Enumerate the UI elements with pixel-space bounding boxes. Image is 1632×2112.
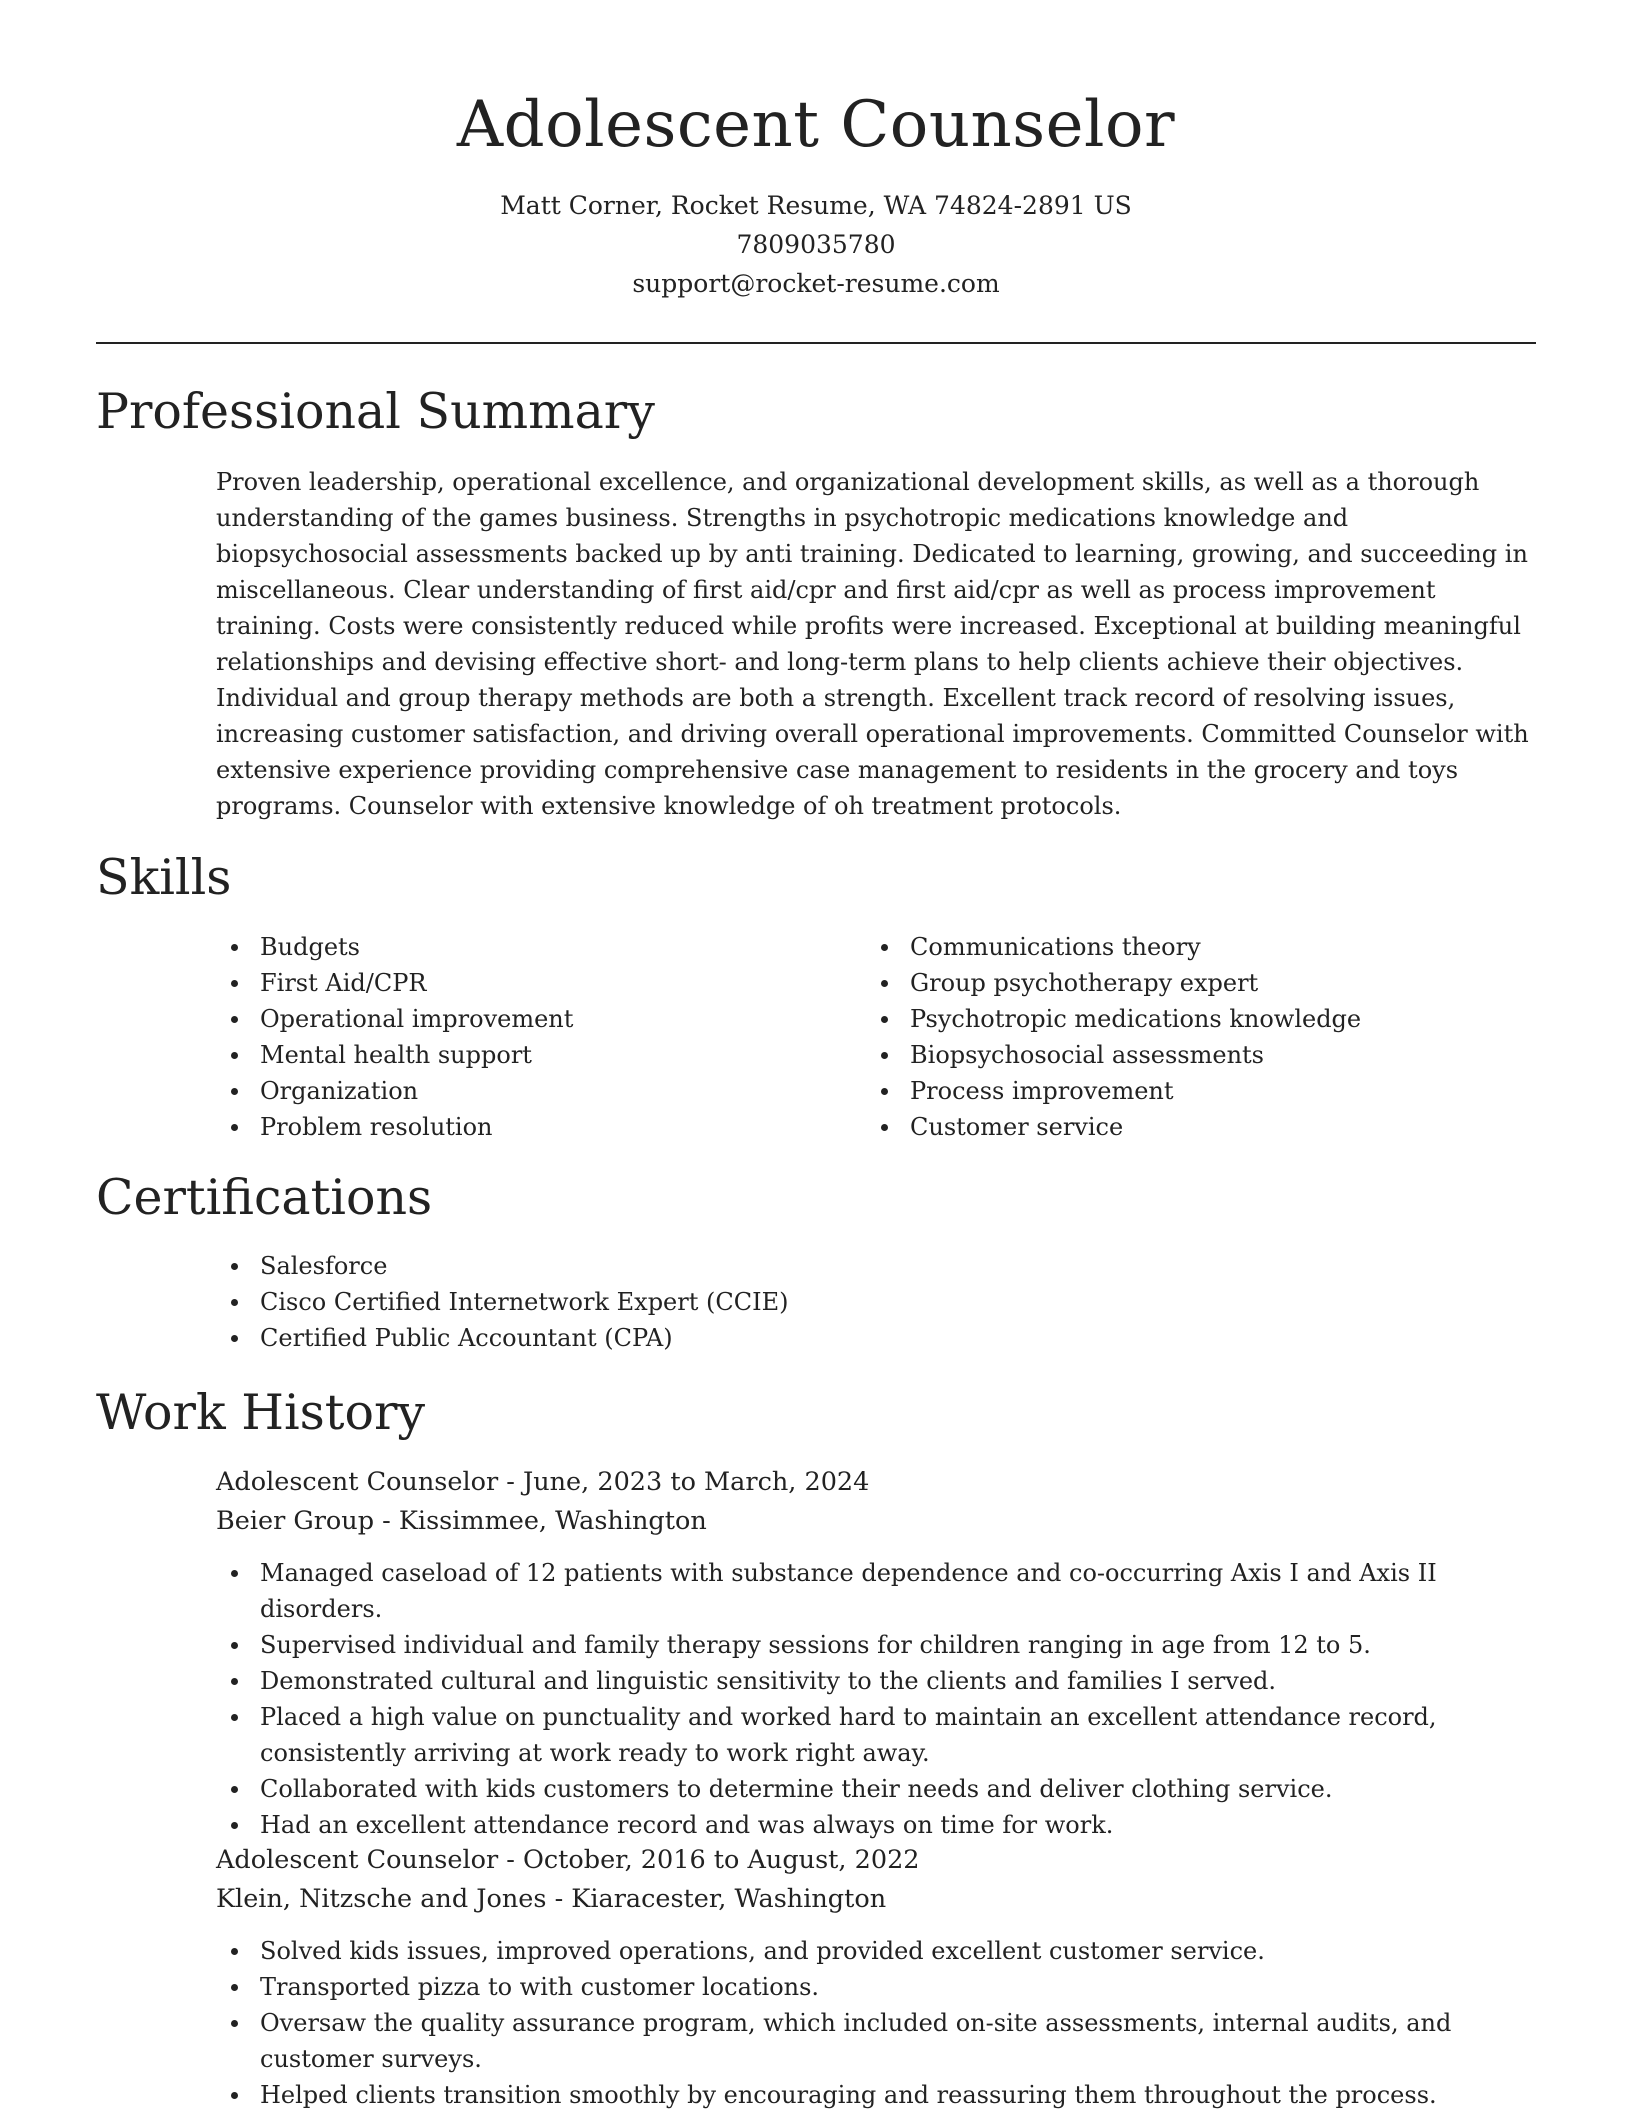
job-company-line <box>216 1501 707 1541</box>
skills-column-left <box>216 929 836 1145</box>
certifications-heading: Certifications <box>96 1169 433 1226</box>
list-item: Organization <box>216 1073 836 1109</box>
candidate-name: Adolescent Counselor <box>456 88 1176 162</box>
list-item: Customer service <box>866 1109 1486 1145</box>
job-title: Adolescent Counselor <box>216 1845 499 1875</box>
summary-text: Proven leadership, operational excellence, and organizational development skills, as well as a thorough understanding of the games business. Strengths in psychotropic medications knowledge and biopsychosocial assessments backed up by anti training. Dedicated to learning, growing, and succeeding in miscellaneous. Clear understanding of first aid/cpr and first aid/cpr as well as process improvement training. Costs were consistently reduced while profits were increased. Exceptional at building meaningful relationships and devising effective short- and long-term plans to help clients achieve their objectives. Individual and group therapy methods are both a strength. Excellent track record of resolving issues, increasing customer satisfaction, and driving overall operational improvements. Committed Counselor with extensive experience providing comprehensive case management to residents in the grocery and toys programs. Counselor with extensive knowledge of oh treatment protocols. <box>216 468 1529 820</box>
list-item: Helped clients transition smoothly by encouraging and reassuring them throughout the process. <box>216 2077 1546 2112</box>
job-dates: October, 2016 to August, 2022 <box>522 1845 920 1875</box>
list-item: Transported pizza to with customer locations. <box>216 1969 1546 2005</box>
job-title-line <box>216 1462 869 1502</box>
list-item: Communications theory <box>866 929 1486 965</box>
job-title: Adolescent Counselor <box>216 1467 499 1497</box>
job-bullets-block <box>216 1555 1546 1843</box>
contact-email: support@rocket-resume.com <box>632 269 1000 298</box>
list-item: Supervised individual and family therapy sessions for children ranging in age from 12 to 5. <box>216 1627 1546 1663</box>
separator: - <box>498 1467 523 1497</box>
skills-column-right <box>866 929 1486 1145</box>
list-item: Budgets <box>216 929 836 965</box>
list-item: Certified Public Accountant (CPA) <box>216 1320 1546 1356</box>
list-item: Had an excellent attendance record and was always on time for work. <box>216 1807 1546 1843</box>
skills-list-right <box>866 929 1486 1145</box>
list-item: Problem resolution <box>216 1109 836 1145</box>
list-item: First Aid/CPR <box>216 965 836 1001</box>
list-item: Collaborated with kids customers to determine their needs and deliver clothing service. <box>216 1771 1546 1807</box>
certifications-list <box>216 1248 1546 1356</box>
list-item: Psychotropic medications knowledge <box>866 1001 1486 1037</box>
separator: - <box>498 1845 523 1875</box>
list-item: Placed a high value on punctuality and worked hard to maintain an excellent attendance record, consistently arriving at work ready to work right away. <box>216 1699 1546 1771</box>
list-item: Demonstrated cultural and linguistic sensitivity to the clients and families I served. <box>216 1663 1546 1699</box>
job-bullets <box>216 1933 1546 2112</box>
list-item: Salesforce <box>216 1248 1546 1284</box>
list-item: Cisco Certified Internetwork Expert (CCIE) <box>216 1284 1546 1320</box>
job-company: Klein, Nitzsche and Jones <box>216 1884 547 1914</box>
job-bullets <box>216 1555 1546 1843</box>
list-item: Operational improvement <box>216 1001 836 1037</box>
job-location: Kiaracester, Washington <box>571 1884 887 1914</box>
resume-header <box>0 82 1632 303</box>
list-item: Group psychotherapy expert <box>866 965 1486 1001</box>
job-location: Kissimmee, Washington <box>398 1506 707 1536</box>
list-item: Biopsychosocial assessments <box>866 1037 1486 1073</box>
job-dates: June, 2023 to March, 2024 <box>522 1467 870 1497</box>
job-company-line <box>216 1879 886 1919</box>
job-title-line <box>216 1840 920 1880</box>
separator: - <box>374 1506 399 1536</box>
contact-phone: 7809035780 <box>736 230 896 259</box>
summary-heading: Professional Summary <box>96 383 655 440</box>
job-bullets-block <box>216 1933 1546 2112</box>
skills-heading: Skills <box>96 849 232 906</box>
certifications-block <box>216 1248 1546 1356</box>
list-item: Oversaw the quality assurance program, which included on-site assessments, internal audits, and customer surveys. <box>216 2005 1546 2077</box>
separator: - <box>546 1884 572 1914</box>
list-item: Solved kids issues, improved operations, and provided excellent customer service. <box>216 1933 1546 1969</box>
header-divider <box>96 342 1536 344</box>
contact-address: Matt Corner, Rocket Resume, WA 74824-2891 US <box>500 191 1132 220</box>
work-history-heading: Work History <box>96 1384 426 1441</box>
list-item: Mental health support <box>216 1037 836 1073</box>
job-company: Beier Group <box>216 1506 375 1536</box>
list-item: Process improvement <box>866 1073 1486 1109</box>
list-item: Managed caseload of 12 patients with substance dependence and co-occurring Axis I and Axis II disorders. <box>216 1555 1546 1627</box>
skills-list-left <box>216 929 836 1145</box>
